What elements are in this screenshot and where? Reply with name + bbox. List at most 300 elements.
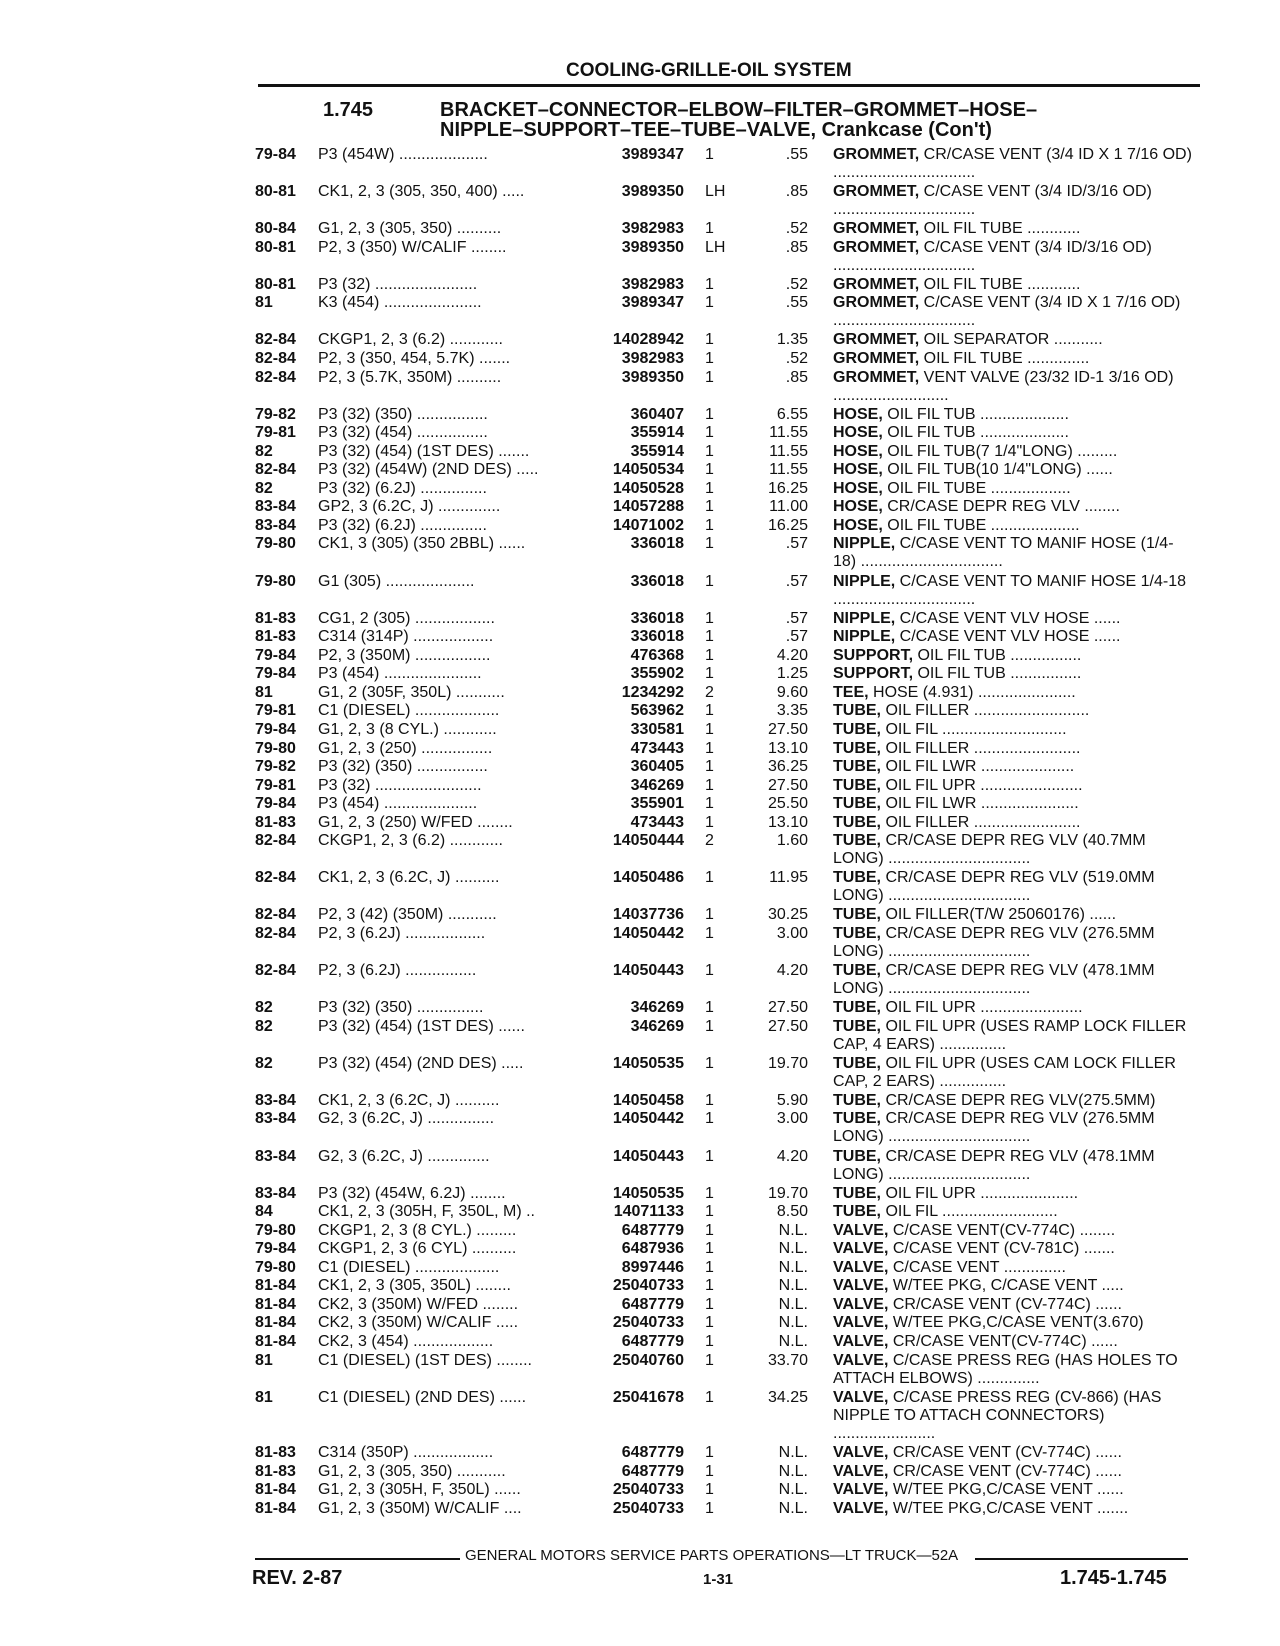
model-year: 79-80 [255, 739, 296, 757]
part-number: 14037736 [612, 906, 684, 924]
model-year: 81 [255, 1351, 273, 1369]
part-description [833, 276, 1195, 294]
price: 13.10 [767, 813, 808, 831]
part-number: 14071002 [612, 516, 684, 534]
part-number: 336018 [630, 628, 684, 646]
part-detail: C/CASE VENT (CV-781C) ....... [888, 1240, 1115, 1258]
part-name: SUPPORT, [833, 646, 914, 664]
quantity: 1 [705, 405, 714, 423]
model-year: 79-84 [255, 146, 296, 163]
part-name: GROMMET, [833, 238, 920, 256]
part-name: VALVE, [833, 1351, 889, 1369]
part-number: 25040733 [612, 1481, 684, 1499]
footer-publisher: GENERAL MOTORS SERVICE PARTS OPERATIONS—LT TRUCK—52A [465, 1547, 959, 1564]
part-detail: OIL FIL LWR ...................... [881, 795, 1079, 813]
price: 16.25 [767, 516, 808, 534]
part-description [833, 294, 1195, 330]
part-detail: C/CASE VENT (3/4 ID X 1 7/16 OD) ................................ [833, 294, 1181, 330]
table-row [0, 1203, 1280, 1222]
quantity: 1 [705, 628, 714, 646]
part-description [833, 1333, 1195, 1351]
model-year: 79-81 [255, 702, 296, 720]
model-applicability: CKGP1, 2, 3 (6.2) ............ [318, 832, 503, 850]
price: 11.00 [769, 498, 808, 516]
part-description [833, 239, 1195, 275]
quantity: 1 [705, 702, 714, 720]
part-description [833, 1055, 1195, 1091]
part-number: 25040733 [612, 1499, 684, 1517]
part-name: HOSE, [833, 516, 883, 534]
part-number: 14050535 [612, 1184, 684, 1202]
model-year: 82-84 [255, 832, 296, 850]
model-year: 82-84 [255, 869, 296, 887]
model-applicability: P3 (32) (454) (1ST DES) ...... [318, 1017, 525, 1035]
part-name: VALVE, [833, 1221, 889, 1239]
price: .55 [785, 294, 808, 312]
price: .57 [785, 628, 808, 646]
model-applicability: P3 (32) ....................... [318, 275, 478, 293]
quantity: 1 [705, 776, 714, 794]
part-number: 3982983 [621, 275, 684, 293]
part-description [833, 1277, 1195, 1295]
quantity: 1 [705, 906, 714, 924]
part-number: 1234292 [621, 683, 684, 701]
model-applicability: P2, 3 (42) (350M) ........... [318, 906, 497, 924]
table-row [0, 424, 1280, 443]
model-applicability: P2, 3 (350) W/CALIF ........ [318, 238, 507, 256]
model-applicability: CK1, 2, 3 (305H, F, 350L, M) .. [318, 1203, 535, 1221]
quantity: 1 [705, 1184, 714, 1202]
part-name: TUBE, [833, 776, 881, 794]
part-name: TUBE, [833, 832, 881, 850]
model-year: 82-84 [255, 924, 296, 942]
quantity: 1 [705, 350, 714, 368]
price: 11.95 [769, 869, 808, 887]
model-applicability: P3 (32) (454W, 6.2J) ........ [318, 1184, 506, 1202]
price: N.L. [778, 1444, 808, 1462]
price: 8.50 [776, 1203, 808, 1221]
table-row [0, 369, 1280, 406]
part-detail: OIL FIL UPR ....................... [881, 776, 1083, 794]
price: 27.50 [767, 999, 808, 1017]
table-row [0, 443, 1280, 462]
price: 1.25 [776, 665, 808, 683]
part-number: 14028942 [612, 331, 684, 349]
part-detail: CR/CASE VENT (CV-774C) ...... [888, 1295, 1122, 1313]
model-applicability: P2, 3 (6.2J) ................ [318, 962, 477, 980]
part-detail: OIL FIL TUBE ............ [919, 220, 1081, 238]
price: 16.25 [767, 479, 808, 497]
part-description [833, 1389, 1195, 1443]
model-year: 79-81 [255, 424, 296, 442]
model-applicability: C1 (DIESEL) (1ST DES) ........ [318, 1351, 532, 1369]
part-detail: OIL FIL TUB(7 1/4"LONG) ......... [882, 442, 1118, 460]
part-name: GROMMET, [833, 220, 920, 238]
quantity: LH [705, 238, 726, 256]
part-detail: OIL FILLER ........................ [881, 739, 1081, 757]
model-applicability: P3 (32) (454W) (2ND DES) ..... [318, 461, 539, 479]
price: 33.70 [767, 1351, 808, 1369]
quantity: 1 [705, 1147, 714, 1165]
part-name: GROMMET, [833, 146, 920, 163]
quantity: 1 [705, 1314, 714, 1332]
model-applicability: P3 (32) (454) (2ND DES) ..... [318, 1054, 524, 1072]
part-name: GROMMET, [833, 331, 920, 349]
part-name: TUBE, [833, 758, 881, 776]
part-detail: CR/CASE DEPR REG VLV ........ [882, 498, 1120, 516]
part-name: TUBE, [833, 1203, 881, 1221]
quantity: 1 [705, 1295, 714, 1313]
table-row [0, 814, 1280, 833]
part-description [833, 424, 1195, 442]
part-detail: OIL FILLER(T/W 25060176) ...... [881, 906, 1117, 924]
section-title: COOLING-GRILLE-OIL SYSTEM [566, 60, 852, 81]
part-description [833, 1092, 1195, 1110]
part-description [833, 1222, 1195, 1240]
part-name: VALVE, [833, 1314, 889, 1332]
section-range: 1.745-1.745 [1060, 1567, 1167, 1589]
part-name: HOSE, [833, 479, 883, 497]
part-description [833, 517, 1195, 535]
part-description [833, 1500, 1195, 1518]
part-description [833, 220, 1195, 238]
model-year: 83-84 [255, 1147, 296, 1165]
part-detail: OIL FIL UPR ....................... [881, 999, 1083, 1017]
model-applicability: CKGP1, 2, 3 (6 CYL) .......... [318, 1240, 517, 1258]
model-year: 81 [255, 1388, 273, 1406]
part-number: 563962 [630, 702, 684, 720]
model-year: 79-80 [255, 535, 296, 553]
model-applicability: P3 (454W) .................... [318, 146, 488, 163]
table-row [0, 832, 1280, 869]
footer-rule-right [975, 1558, 1188, 1560]
part-detail: CR/CASE DEPR REG VLV (276.5MM LONG) ................................ [833, 924, 1155, 960]
price: 3.00 [776, 1110, 808, 1128]
part-description [833, 350, 1195, 368]
table-row [0, 1333, 1280, 1352]
model-applicability: CKGP1, 2, 3 (6.2) ............ [318, 331, 503, 349]
part-description [833, 331, 1195, 349]
part-detail: OIL FIL UPR ...................... [881, 1184, 1079, 1202]
part-number: 360407 [630, 405, 684, 423]
quantity: 1 [705, 813, 714, 831]
table-row [0, 1463, 1280, 1482]
part-number: 14050458 [612, 1091, 684, 1109]
model-year: 81-84 [255, 1295, 296, 1313]
quantity: 1 [705, 1333, 714, 1350]
part-name: VALVE, [833, 1499, 889, 1517]
part-description [833, 962, 1195, 998]
part-detail: C/CASE PRESS REG (CV-866) (HAS NIPPLE TO ATTACH CONNECTORS) ....................... [833, 1388, 1162, 1442]
quantity: 1 [705, 1258, 714, 1276]
part-description [833, 647, 1195, 665]
part-description [833, 1240, 1195, 1258]
price: 11.55 [769, 461, 808, 479]
part-name: HOSE, [833, 442, 883, 460]
part-name: TUBE, [833, 1017, 881, 1035]
part-description [833, 684, 1195, 702]
model-applicability: P3 (454) ..................... [318, 795, 478, 813]
part-detail: OIL FIL UPR (USES RAMP LOCK FILLER CAP, 4 EARS) ............... [833, 1017, 1187, 1053]
part-description [833, 461, 1195, 479]
table-row [0, 535, 1280, 572]
part-description [833, 906, 1195, 924]
part-detail: C/CASE VENT TO MANIF HOSE (1/4-18) ................................ [833, 535, 1174, 571]
part-description [833, 183, 1195, 219]
part-detail: W/TEE PKG,C/CASE VENT(3.670) [888, 1314, 1144, 1332]
part-detail: OIL FIL TUB ................ [913, 646, 1082, 664]
part-description [833, 1352, 1195, 1388]
quantity: 1 [705, 1054, 714, 1072]
price: N.L. [778, 1314, 808, 1332]
part-name: GROMMET, [833, 183, 920, 201]
table-row [0, 647, 1280, 666]
part-number: 355914 [630, 424, 684, 442]
quantity: 1 [705, 999, 714, 1017]
model-year: 81-84 [255, 1333, 296, 1350]
table-row [0, 1222, 1280, 1241]
model-applicability: CK2, 3 (350M) W/FED ........ [318, 1295, 519, 1313]
table-row [0, 1481, 1280, 1500]
part-description [833, 999, 1195, 1017]
model-applicability: GP2, 3 (6.2C, J) .............. [318, 498, 501, 516]
table-row [0, 498, 1280, 517]
quantity: 1 [705, 220, 714, 238]
part-name: TUBE, [833, 1054, 881, 1072]
part-name: NIPPLE, [833, 572, 896, 590]
price: .85 [785, 368, 808, 386]
part-name: VALVE, [833, 1481, 889, 1499]
part-name: TUBE, [833, 1147, 881, 1165]
model-applicability: G2, 3 (6.2C, J) .............. [318, 1147, 490, 1165]
part-detail: OIL SEPARATOR ........... [919, 331, 1103, 349]
model-applicability: CK1, 2, 3 (305, 350, 400) ..... [318, 183, 525, 201]
part-number: 336018 [630, 609, 684, 627]
part-detail: CR/CASE DEPR REG VLV (40.7MM LONG) ................................ [833, 832, 1146, 868]
part-number: 355902 [630, 665, 684, 683]
model-applicability: P3 (32) (454) ................ [318, 424, 488, 442]
price: 4.20 [776, 1147, 808, 1165]
part-detail: W/TEE PKG,C/CASE VENT ...... [888, 1481, 1124, 1499]
quantity: 1 [705, 1444, 714, 1462]
model-year: 82 [255, 999, 273, 1017]
part-description [833, 1463, 1195, 1481]
part-detail: C/CASE VENT (3/4 ID/3/16 OD) ................................ [833, 183, 1152, 219]
model-year: 81-83 [255, 628, 296, 646]
model-applicability: P3 (32) (350) ................ [318, 405, 488, 423]
table-row [0, 758, 1280, 777]
price: .52 [785, 275, 808, 293]
model-year: 81-84 [255, 1499, 296, 1517]
footer-rule-left [255, 1558, 460, 1560]
part-name: GROMMET, [833, 350, 920, 368]
part-number: 8997446 [621, 1258, 684, 1276]
parts-list [0, 146, 1280, 1518]
model-year: 81 [255, 294, 273, 312]
table-row [0, 795, 1280, 814]
model-year: 83-84 [255, 498, 296, 516]
part-name: HOSE, [833, 424, 883, 442]
quantity: 1 [705, 665, 714, 683]
part-name: TUBE, [833, 795, 881, 813]
quantity: 1 [705, 442, 714, 460]
model-year: 83-84 [255, 1110, 296, 1128]
part-description [833, 1296, 1195, 1314]
quantity: 1 [705, 146, 714, 163]
quantity: 1 [705, 1388, 714, 1406]
quantity: 1 [705, 758, 714, 776]
part-number: 3989347 [621, 294, 684, 312]
part-number: 14071133 [613, 1203, 684, 1221]
model-year: 81-83 [255, 813, 296, 831]
part-name: TUBE, [833, 1091, 881, 1109]
model-applicability: G1, 2, 3 (305, 350) ........... [318, 1462, 506, 1480]
quantity: 1 [705, 535, 714, 553]
part-detail: CR/CASE VENT (CV-774C) ...... [888, 1444, 1122, 1462]
part-number: 3989350 [621, 368, 684, 386]
part-number: 25041678 [612, 1388, 684, 1406]
table-row [0, 999, 1280, 1018]
part-detail: OIL FIL TUBE .................... [882, 516, 1080, 534]
model-applicability: P2, 3 (350M) ................. [318, 646, 491, 664]
model-applicability: CKGP1, 2, 3 (8 CYL.) ......... [318, 1221, 517, 1239]
table-row [0, 869, 1280, 906]
part-detail: OIL FIL TUB .................... [882, 424, 1069, 442]
table-row [0, 461, 1280, 480]
model-applicability: P2, 3 (6.2J) .................. [318, 924, 486, 942]
part-name: TUBE, [833, 720, 881, 738]
price: N.L. [778, 1481, 808, 1499]
price: 30.25 [767, 906, 808, 924]
table-row [0, 925, 1280, 962]
model-year: 79-82 [255, 758, 296, 776]
section-name-line2: NIPPLE–SUPPORT–TEE–TUBE–VALVE, Crankcase (Con't) [440, 119, 992, 141]
part-description [833, 535, 1195, 571]
quantity: 1 [705, 1110, 714, 1128]
price: .52 [785, 350, 808, 368]
table-row [0, 1500, 1280, 1519]
part-detail: OIL FIL TUB ................ [913, 665, 1082, 683]
table-row [0, 1296, 1280, 1315]
model-year: 82 [255, 1017, 273, 1035]
section-number: 1.745 [323, 99, 374, 121]
model-applicability: G1, 2, 3 (305, 350) .......... [318, 220, 502, 238]
part-name: VALVE, [833, 1444, 889, 1462]
quantity: 1 [705, 1203, 714, 1221]
quantity: 1 [705, 479, 714, 497]
table-row [0, 276, 1280, 295]
part-description [833, 480, 1195, 498]
part-detail: CR/CASE DEPR REG VLV (519.0MM LONG) ................................ [833, 869, 1155, 905]
model-applicability: CK1, 2, 3 (6.2C, J) .......... [318, 869, 500, 887]
part-number: 6487779 [621, 1333, 684, 1350]
part-name: TUBE, [833, 999, 881, 1017]
quantity: 1 [705, 1481, 714, 1499]
part-number: 336018 [630, 572, 684, 590]
quantity: 1 [705, 331, 714, 349]
part-description [833, 832, 1195, 868]
model-year: 79-84 [255, 795, 296, 813]
part-description [833, 406, 1195, 424]
part-number: 14050486 [612, 869, 684, 887]
part-name: TUBE, [833, 702, 881, 720]
table-row [0, 628, 1280, 647]
model-applicability: CK1, 2, 3 (6.2C, J) .......... [318, 1091, 500, 1109]
table-row [0, 220, 1280, 239]
header-rule [258, 84, 1200, 87]
table-row [0, 406, 1280, 425]
model-year: 82-84 [255, 906, 296, 924]
model-year: 82-84 [255, 461, 296, 479]
price: .57 [785, 609, 808, 627]
part-description [833, 1110, 1195, 1146]
price: 19.70 [767, 1054, 808, 1072]
part-number: 14050442 [612, 1110, 684, 1128]
part-name: VALVE, [833, 1388, 889, 1406]
part-number: 355914 [630, 442, 684, 460]
quantity: 1 [705, 294, 714, 312]
part-detail: HOSE (4.931) ...................... [868, 683, 1076, 701]
model-applicability: G1 (305) .................... [318, 572, 475, 590]
table-row [0, 1444, 1280, 1463]
part-detail: C/CASE VENT(CV-774C) ........ [888, 1221, 1116, 1239]
part-number: 346269 [630, 776, 684, 794]
section-name-line1: BRACKET–CONNECTOR–ELBOW–FILTER–GROMMET–HOSE– [440, 99, 1038, 121]
price: 6.55 [776, 405, 808, 423]
part-description [833, 721, 1195, 739]
part-name: TUBE, [833, 906, 881, 924]
price: 9.60 [776, 683, 808, 701]
model-year: 79-80 [255, 1258, 296, 1276]
table-row [0, 1148, 1280, 1185]
model-applicability: C314 (350P) .................. [318, 1444, 494, 1462]
price: 3.00 [776, 924, 808, 942]
part-name: VALVE, [833, 1240, 889, 1258]
part-number: 473443 [630, 813, 684, 831]
price: 19.70 [767, 1184, 808, 1202]
part-description [833, 795, 1195, 813]
price: N.L. [778, 1499, 808, 1517]
part-number: 14050534 [612, 461, 684, 479]
part-description [833, 1314, 1195, 1332]
part-name: HOSE, [833, 498, 883, 516]
price: N.L. [778, 1277, 808, 1295]
part-number: 346269 [630, 999, 684, 1017]
model-year: 80-81 [255, 275, 296, 293]
price: 1.60 [776, 832, 808, 850]
price: 25.50 [767, 795, 808, 813]
part-number: 14050535 [612, 1054, 684, 1072]
part-detail: CR/CASE DEPR REG VLV (276.5MM LONG) ................................ [833, 1110, 1155, 1146]
price: .52 [785, 220, 808, 238]
part-detail: W/TEE PKG,C/CASE VENT ....... [888, 1499, 1129, 1517]
price: 11.55 [769, 442, 808, 460]
table-row [0, 480, 1280, 499]
part-description [833, 869, 1195, 905]
table-row [0, 1055, 1280, 1092]
model-year: 80-84 [255, 220, 296, 238]
table-row [0, 146, 1280, 183]
part-number: 346269 [630, 1017, 684, 1035]
quantity: 1 [705, 739, 714, 757]
model-year: 79-82 [255, 405, 296, 423]
part-name: TUBE, [833, 813, 881, 831]
part-number: 6487779 [621, 1295, 684, 1313]
part-detail: C/CASE VENT TO MANIF HOSE 1/4-18 ................................ [833, 572, 1186, 608]
part-description [833, 146, 1195, 182]
model-applicability: CK2, 3 (454) .................. [318, 1333, 494, 1350]
part-detail: OIL FIL UPR (USES CAM LOCK FILLER CAP, 2 EARS) ............... [833, 1054, 1176, 1090]
